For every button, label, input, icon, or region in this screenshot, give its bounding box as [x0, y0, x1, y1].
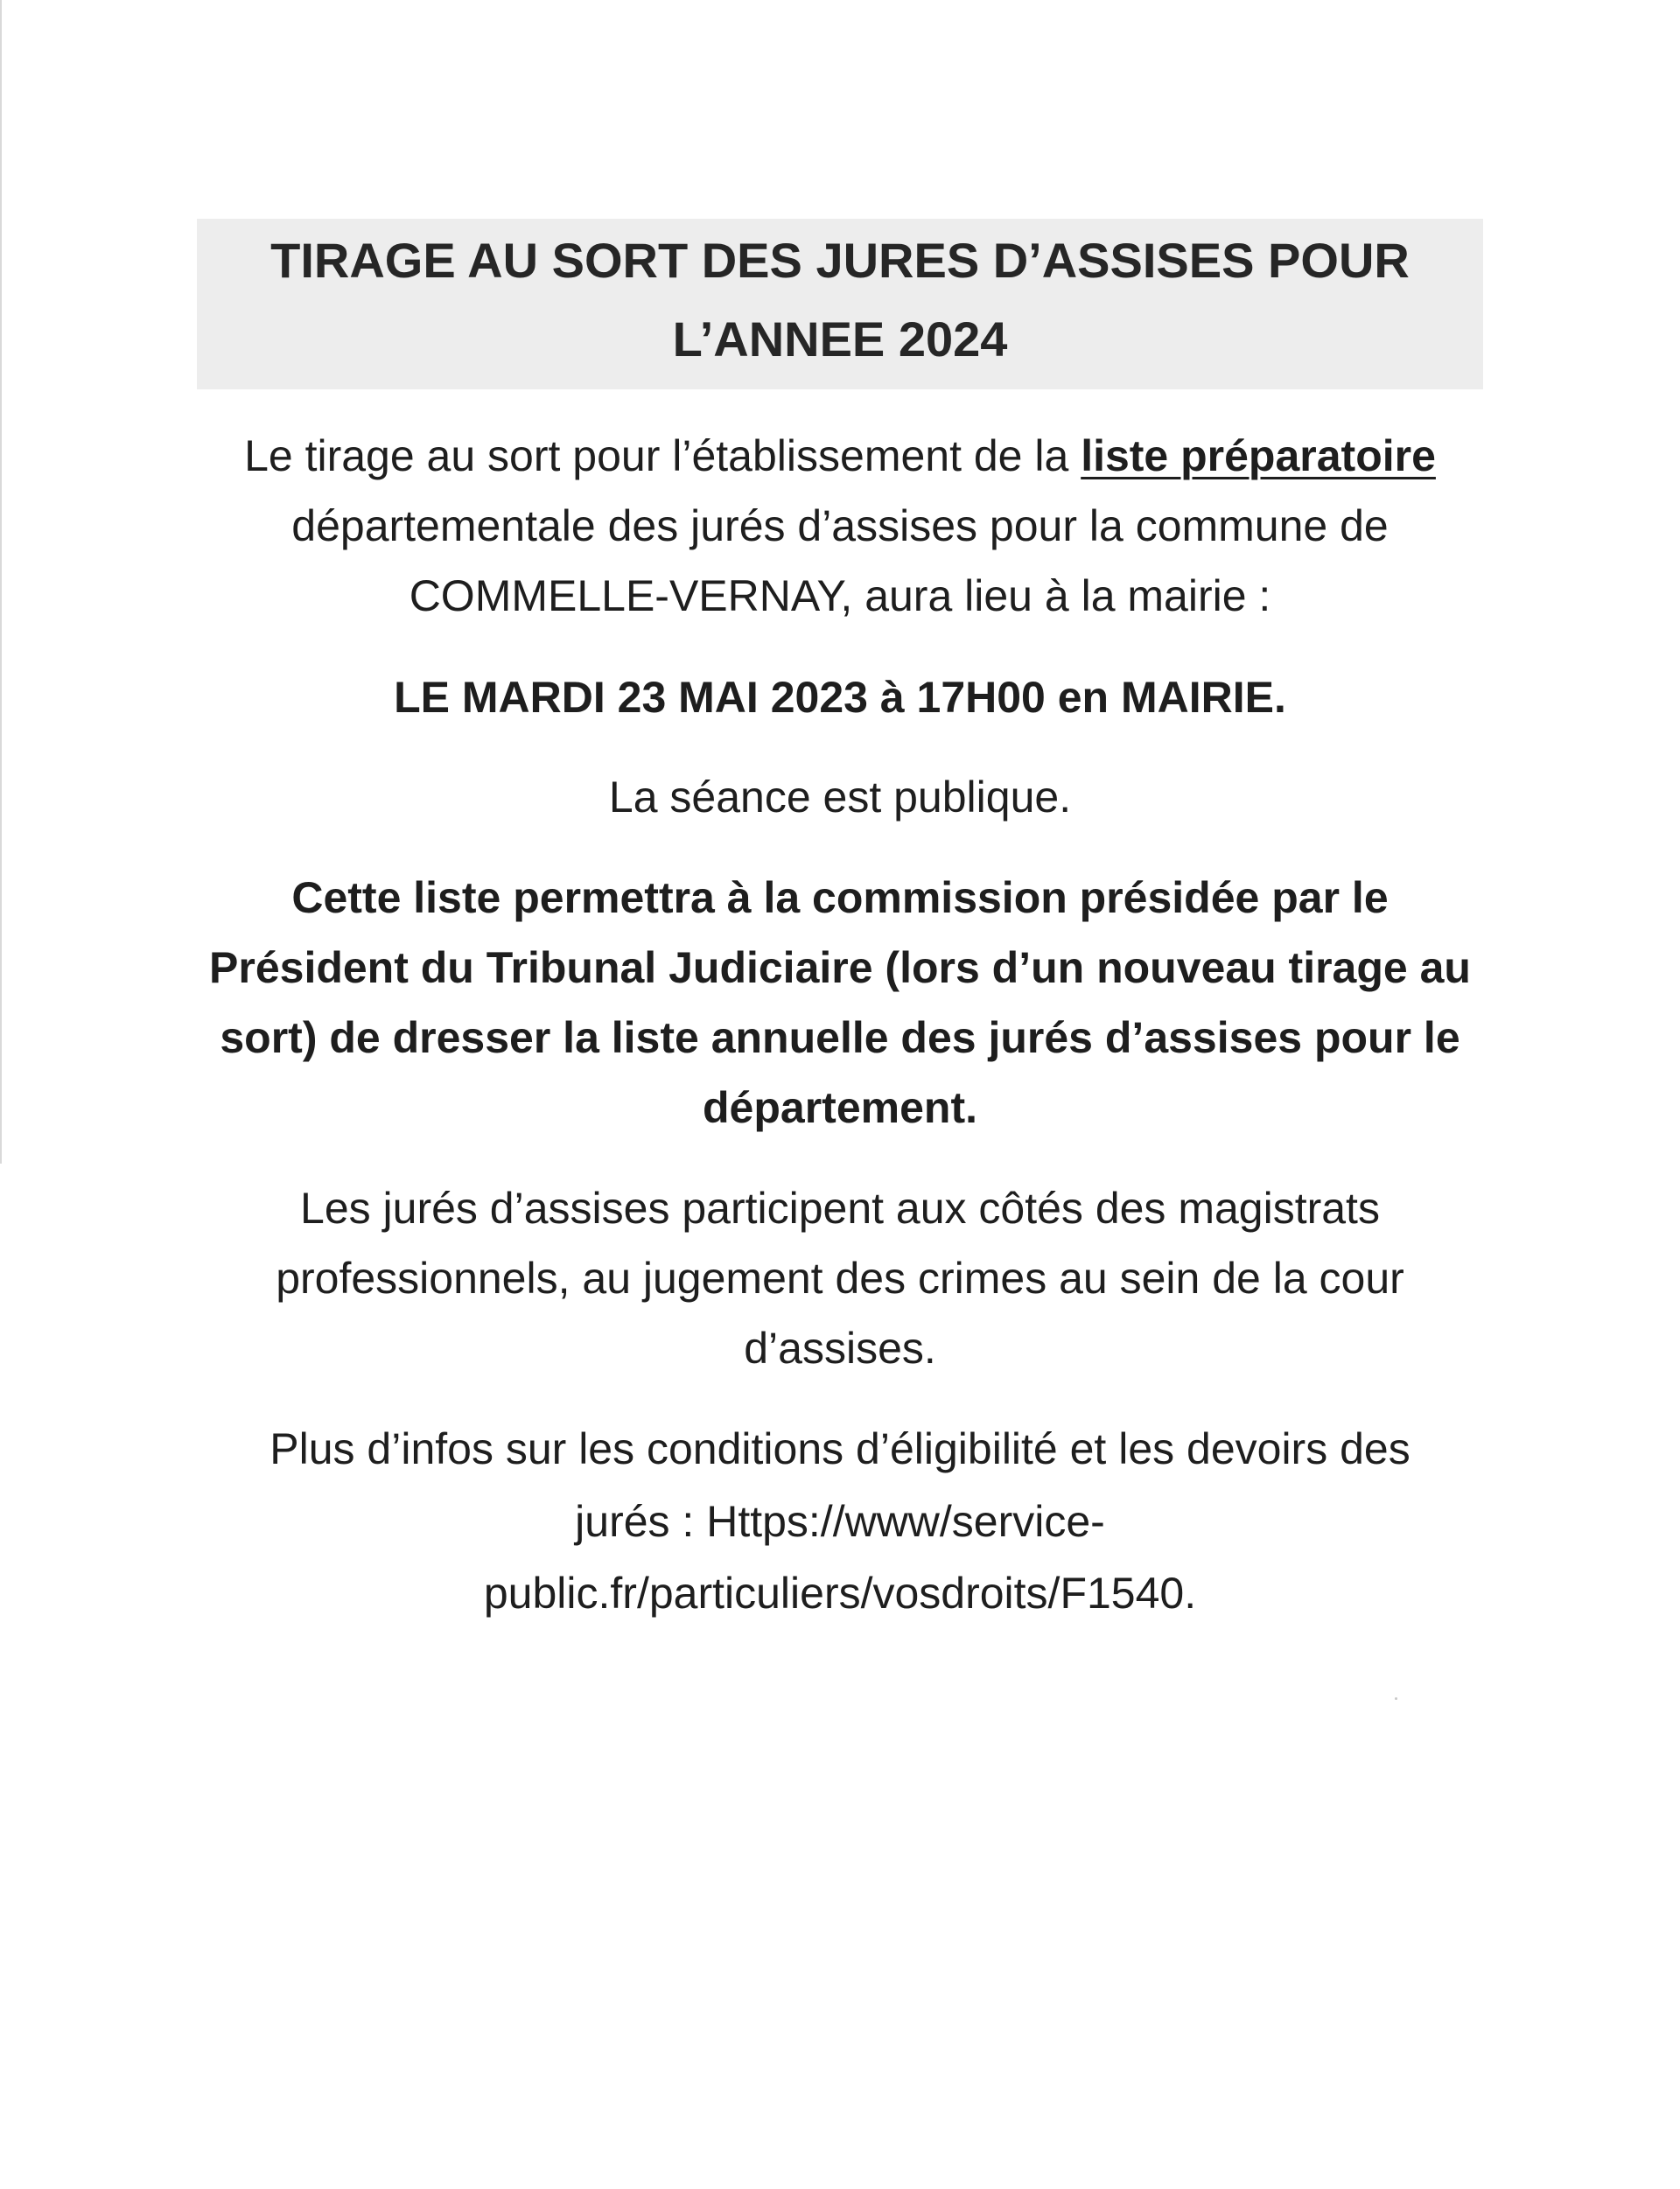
role-line-1: Les jurés d’assises participent aux côtés des magistrats — [300, 1184, 1380, 1233]
scan-speck — [1395, 1697, 1397, 1700]
info-line-1: Plus d’infos sur les conditions d’éligibilité et les devoirs des — [270, 1424, 1410, 1473]
date-line: LE MARDI 23 MAI 2023 à 17H00 en MAIRIE. — [394, 673, 1286, 722]
liste-preparatoire-emphasis: liste préparatoire — [1081, 431, 1436, 480]
purpose-line-3: sort) de dresser la liste annuelle des jurés d’assises pour le — [220, 1013, 1460, 1062]
public-session-line: La séance est publique. — [608, 773, 1072, 822]
title-line-1: TIRAGE AU SORT DES JURES D’ASSISES POUR — [270, 233, 1410, 288]
title-line-2: L’ANNEE 2024 — [672, 311, 1008, 367]
intro-line-2: départementale des jurés d’assises pour la commune de — [291, 501, 1389, 550]
info-line-2: jurés : Https://www/service- — [575, 1497, 1105, 1546]
role-line-2: professionnels, au jugement des crimes au sein de la cour — [276, 1254, 1404, 1303]
purpose-line-1: Cette liste permettra à la commission présidée par le — [291, 873, 1389, 922]
intro-line-1-text: Le tirage au sort pour l’établissement de la — [244, 431, 1082, 480]
role-line-3: d’assises. — [744, 1324, 936, 1373]
purpose-line-2: Président du Tribunal Judiciaire (lors d’un nouveau tirage au — [209, 943, 1471, 992]
intro-line-3: COMMELLE-VERNAY, aura lieu à la mairie : — [409, 571, 1271, 620]
info-line-3: public.fr/particuliers/vosdroits/F1540. — [483, 1569, 1197, 1618]
intro-line-1 — [0, 429, 1680, 483]
purpose-line-4: département. — [703, 1083, 977, 1132]
